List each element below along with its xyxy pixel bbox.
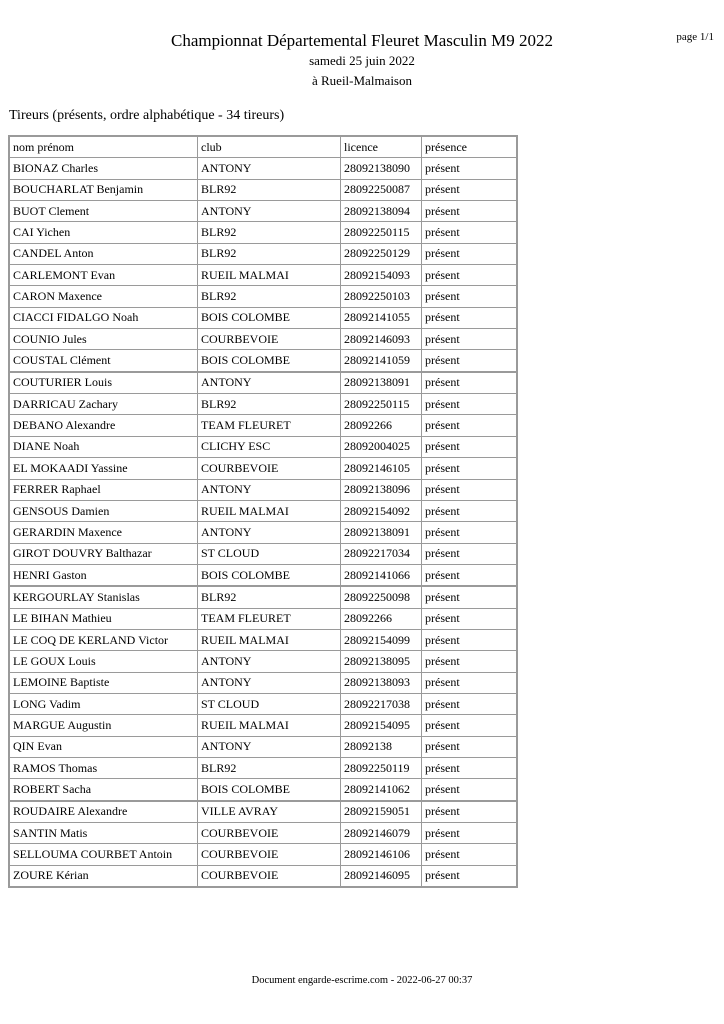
cell-name: CAI Yichen [10,222,198,243]
cell-club: BOIS COLOMBE [198,564,341,586]
cell-name: MARGUE Augustin [10,715,198,736]
cell-licence: 28092138096 [341,479,422,500]
cell-licence: 28092138 [341,736,422,757]
cell-club: ANTONY [198,158,341,179]
cell-presence: présent [422,201,517,222]
cell-licence: 28092250098 [341,586,422,608]
cell-club: BLR92 [198,586,341,608]
cell-presence: présent [422,179,517,200]
table-row [10,693,517,714]
cell-name: LONG Vadim [10,693,198,714]
table-row [10,179,517,200]
cell-presence: présent [422,350,517,372]
cell-club: BOIS COLOMBE [198,350,341,372]
cell-licence: 28092146095 [341,865,422,886]
cell-name: GERARDIN Maxence [10,522,198,543]
cell-club: ANTONY [198,522,341,543]
cell-licence: 28092138093 [341,672,422,693]
cell-presence: présent [422,307,517,328]
cell-licence: 28092217038 [341,693,422,714]
cell-name: COUTURIER Louis [10,372,198,394]
table-row [10,672,517,693]
table-row [10,736,517,757]
cell-presence: présent [422,801,517,823]
cell-name: COUNIO Jules [10,329,198,350]
table-row [10,286,517,307]
cell-licence: 28092266 [341,608,422,629]
cell-club: RUEIL MALMAI [198,629,341,650]
cell-name: ROBERT Sacha [10,779,198,801]
cell-club: COURBEVOIE [198,865,341,886]
table-row [10,350,517,372]
cell-name: DEBANO Alexandre [10,415,198,436]
table-row [10,564,517,586]
page-number: page 1/1 [676,31,714,43]
cell-name: GIROT DOUVRY Balthazar [10,543,198,564]
cell-name: CARLEMONT Evan [10,265,198,286]
table-row [10,865,517,886]
cell-name: COUSTAL Clément [10,350,198,372]
cell-presence: présent [422,844,517,865]
cell-name: GENSOUS Damien [10,500,198,521]
cell-club: ANTONY [198,672,341,693]
cell-licence: 28092154093 [341,265,422,286]
table-row [10,436,517,457]
table-row [10,415,517,436]
cell-club: BLR92 [198,243,341,264]
cell-licence: 28092141055 [341,307,422,328]
table-row [10,586,517,608]
column-header-name: nom prénom [10,137,198,158]
cell-club: RUEIL MALMAI [198,265,341,286]
cell-licence: 28092138090 [341,158,422,179]
cell-presence: présent [422,757,517,778]
cell-name: CANDEL Anton [10,243,198,264]
cell-club: TEAM FLEURET [198,608,341,629]
table-row [10,801,517,823]
cell-name: DARRICAU Zachary [10,394,198,415]
cell-presence: présent [422,372,517,394]
table-header-row [10,137,517,158]
table-row [10,458,517,479]
table-row [10,715,517,736]
cell-club: TEAM FLEURET [198,415,341,436]
document-header [0,30,724,91]
cell-presence: présent [422,479,517,500]
cell-club: BLR92 [198,222,341,243]
cell-presence: présent [422,608,517,629]
cell-club: COURBEVOIE [198,458,341,479]
table-row [10,522,517,543]
table-row [10,201,517,222]
table-row [10,394,517,415]
table-row [10,823,517,844]
cell-presence: présent [422,522,517,543]
cell-name: SANTIN Matis [10,823,198,844]
cell-licence: 28092138094 [341,201,422,222]
document-title: Championnat Départemental Fleuret Masculin M9 2022 [171,31,553,50]
table-body [10,158,517,887]
cell-name: BIONAZ Charles [10,158,198,179]
cell-licence: 28092141062 [341,779,422,801]
cell-name: ZOURE Kérian [10,865,198,886]
cell-licence: 28092250087 [341,179,422,200]
cell-club: ANTONY [198,736,341,757]
cell-name: QIN Evan [10,736,198,757]
cell-licence: 28092138091 [341,372,422,394]
cell-presence: présent [422,865,517,886]
cell-licence: 28092217034 [341,543,422,564]
column-header-licence: licence [341,137,422,158]
event-location: à Rueil-Malmaison [311,73,412,88]
cell-club: ANTONY [198,201,341,222]
cell-name: LE BIHAN Mathieu [10,608,198,629]
cell-club: CLICHY ESC [198,436,341,457]
table-row [10,479,517,500]
cell-presence: présent [422,265,517,286]
table-row [10,779,517,801]
cell-presence: présent [422,158,517,179]
table-row [10,329,517,350]
cell-licence: 28092146079 [341,823,422,844]
cell-licence: 28092154099 [341,629,422,650]
cell-club: RUEIL MALMAI [198,500,341,521]
cell-name: BOUCHARLAT Benjamin [10,179,198,200]
cell-licence: 28092004025 [341,436,422,457]
cell-presence: présent [422,693,517,714]
cell-name: CIACCI FIDALGO Noah [10,307,198,328]
table-row [10,500,517,521]
column-header-presence: présence [422,137,517,158]
cell-club: BLR92 [198,394,341,415]
cell-name: DIANE Noah [10,436,198,457]
cell-licence: 28092250115 [341,394,422,415]
cell-licence: 28092154092 [341,500,422,521]
cell-name: HENRI Gaston [10,564,198,586]
table-row [10,629,517,650]
cell-licence: 28092146093 [341,329,422,350]
cell-name: LE GOUX Louis [10,651,198,672]
cell-presence: présent [422,672,517,693]
cell-licence: 28092138095 [341,651,422,672]
cell-name: RAMOS Thomas [10,757,198,778]
table-row [10,757,517,778]
table-row [10,651,517,672]
cell-club: ST CLOUD [198,543,341,564]
cell-presence: présent [422,243,517,264]
table-row [10,265,517,286]
cell-presence: présent [422,564,517,586]
cell-club: ST CLOUD [198,693,341,714]
cell-club: ANTONY [198,651,341,672]
cell-licence: 28092250119 [341,757,422,778]
cell-name: BUOT Clement [10,201,198,222]
column-header-club: club [198,137,341,158]
cell-name: CARON Maxence [10,286,198,307]
table-row [10,243,517,264]
cell-presence: présent [422,329,517,350]
cell-presence: présent [422,222,517,243]
cell-licence: 28092250103 [341,286,422,307]
cell-presence: présent [422,823,517,844]
cell-name: LEMOINE Baptiste [10,672,198,693]
cell-club: COURBEVOIE [198,329,341,350]
cell-licence: 28092138091 [341,522,422,543]
cell-presence: présent [422,779,517,801]
cell-presence: présent [422,394,517,415]
document-footer: Document engarde-escrime.com - 2022-06-27 00:37 [251,975,473,986]
cell-club: VILLE AVRAY [198,801,341,823]
table-row [10,844,517,865]
cell-licence: 28092146105 [341,458,422,479]
cell-presence: présent [422,629,517,650]
fencers-table [9,136,517,887]
table-row [10,222,517,243]
cell-presence: présent [422,715,517,736]
cell-club: BOIS COLOMBE [198,779,341,801]
cell-club: ANTONY [198,479,341,500]
cell-licence: 28092141066 [341,564,422,586]
cell-club: ANTONY [198,372,341,394]
table-row [10,608,517,629]
cell-name: FERRER Raphael [10,479,198,500]
cell-club: BLR92 [198,757,341,778]
cell-name: KERGOURLAY Stanislas [10,586,198,608]
cell-club: COURBEVOIE [198,844,341,865]
cell-presence: présent [422,286,517,307]
cell-club: BLR92 [198,286,341,307]
cell-licence: 28092141059 [341,350,422,372]
cell-presence: présent [422,651,517,672]
cell-licence: 28092146106 [341,844,422,865]
event-date: samedi 25 juin 2022 [309,53,415,68]
cell-name: LE COQ DE KERLAND Victor [10,629,198,650]
cell-club: BOIS COLOMBE [198,307,341,328]
cell-club: BLR92 [198,179,341,200]
table-row [10,543,517,564]
cell-licence: 28092250129 [341,243,422,264]
cell-licence: 28092159051 [341,801,422,823]
cell-name: SELLOUMA COURBET Antoin [10,844,198,865]
table-row [10,307,517,328]
table-row [10,372,517,394]
cell-name: ROUDAIRE Alexandre [10,801,198,823]
cell-presence: présent [422,543,517,564]
cell-licence: 28092154095 [341,715,422,736]
cell-name: EL MOKAADI Yassine [10,458,198,479]
section-title: Tireurs (présents, ordre alphabétique - 34 tireurs) [9,108,285,123]
table-row [10,158,517,179]
cell-club: COURBEVOIE [198,823,341,844]
cell-presence: présent [422,415,517,436]
cell-licence: 28092266 [341,415,422,436]
cell-licence: 28092250115 [341,222,422,243]
cell-presence: présent [422,500,517,521]
cell-presence: présent [422,436,517,457]
cell-presence: présent [422,458,517,479]
cell-presence: présent [422,586,517,608]
cell-club: RUEIL MALMAI [198,715,341,736]
cell-presence: présent [422,736,517,757]
